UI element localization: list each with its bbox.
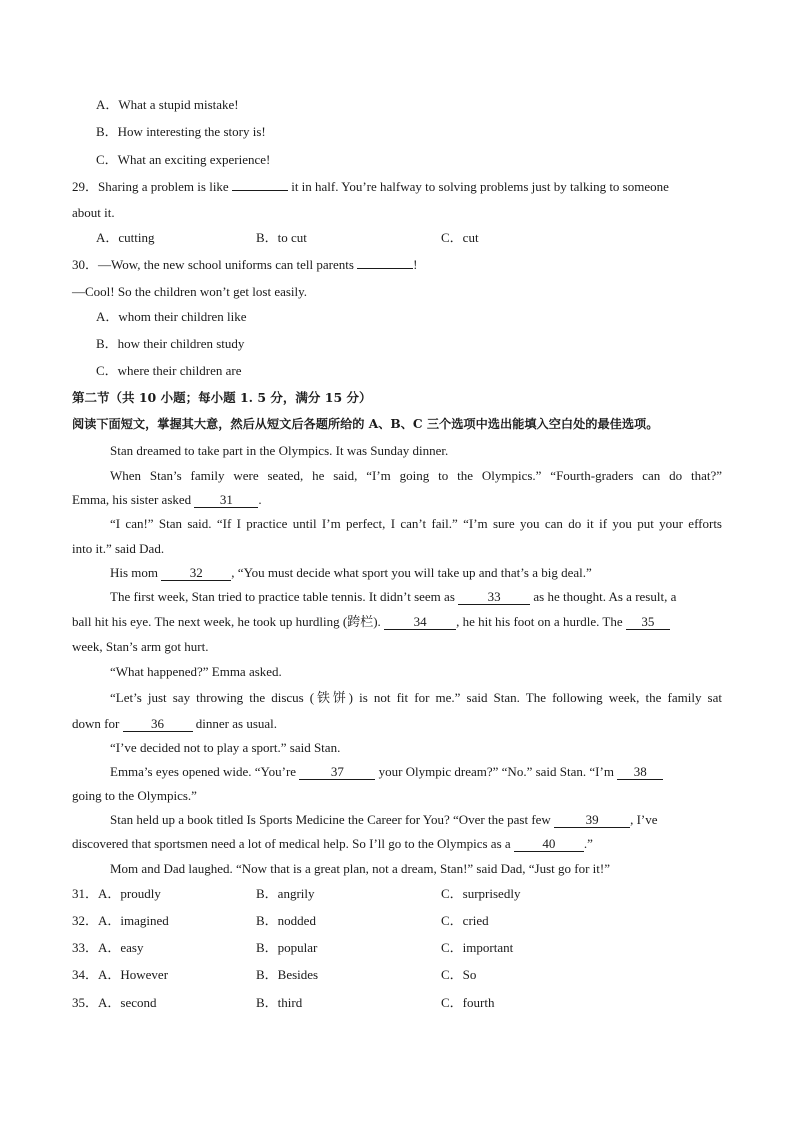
passage-p10-line2: discovered that sportsmen need a lot of medical help. So I’ll go to the Olympics as a 40 .” — [72, 836, 593, 851]
q29-stem — [72, 178, 669, 196]
section-instruction: 阅读下面短文，掌握其大意，然后从短文后各题所给的 A、B、C 三个选项中选出能填入空白处的最佳选项。 — [72, 417, 659, 431]
q32-option-c: C．cried — [441, 913, 489, 928]
passage-p5-line1: The first week, Stan tried to practice table tennis. It didn’t seem as 33 as he thought. As a result, a — [110, 589, 677, 604]
q30-blank — [357, 268, 413, 269]
blank-40: 40 — [514, 836, 584, 852]
q29-text-after: it in half. You’re halfway to solving problems just by talking to someone — [287, 179, 669, 194]
q35-option-a: 35．A．second — [72, 995, 157, 1010]
q29-blank — [232, 190, 288, 191]
q34-option-a: 34．A．However — [72, 967, 169, 982]
q34-option-c: C．So — [441, 967, 477, 982]
blank-33: 33 — [458, 589, 530, 605]
q33-option-b: B．popular — [256, 940, 318, 955]
q29-option-a: A．cutting — [96, 230, 155, 245]
passage-p10-line1: Stan held up a book titled Is Sports Medicine the Career for You? “Over the past few 39 , I’ve — [110, 812, 658, 827]
passage-p2-line1: When Stan’s family were seated, he said, “I’m going to the Olympics.” “Fourth-graders can do that?” — [110, 468, 722, 483]
q28-option-c: C．What an exciting experience! — [96, 152, 271, 167]
passage-p3-line2: into it.” said Dad. — [72, 541, 165, 556]
q28-option-a: A．What a stupid mistake! — [96, 97, 239, 112]
q29-text-before: 29．Sharing a problem is like — [72, 179, 232, 194]
blank-36: 36 — [123, 716, 193, 732]
passage-p9-line2: going to the Olympics.” — [72, 788, 197, 803]
section-heading: 第二节（共 10 小题；每小题 1. 5 分，满分 15 分） — [72, 390, 372, 405]
passage-p7-line1: “Let’s just say throwing the discus (铁饼) is not fit for me.” said Stan. The following week, the family sat — [110, 690, 722, 705]
blank-32: 32 — [161, 565, 231, 581]
q28-option-b: B．How interesting the story is! — [96, 124, 266, 139]
passage-p5-line2: ball hit his eye. The next week, he took up hurdling (跨栏). 34 , he hit his foot on a hurdle. The 35 — [72, 613, 670, 631]
q29-option-c: C．cut — [441, 230, 479, 245]
blank-34: 34 — [384, 614, 456, 630]
q32-option-b: B．nodded — [256, 913, 316, 928]
q30-option-c: C．where their children are — [96, 363, 242, 378]
passage-p7-line2: down for 36 dinner as usual. — [72, 716, 278, 731]
q33-option-a: 33．A．easy — [72, 940, 144, 955]
q32-option-a: 32．A．imagined — [72, 913, 169, 928]
blank-38: 38 — [617, 764, 663, 780]
q31-option-c: C．surprisedly — [441, 886, 521, 901]
q30-text-before: 30．—Wow, the new school uniforms can tell parents — [72, 257, 358, 272]
q33-option-c: C．important — [441, 940, 514, 955]
q31-option-a: 31．A．proudly — [72, 886, 161, 901]
passage-p5-line3: week, Stan’s arm got hurt. — [72, 639, 209, 654]
q34-option-b: B．Besides — [256, 967, 319, 982]
passage-p2-line2: Emma, his sister asked 31 . — [72, 492, 262, 507]
blank-37: 37 — [299, 764, 375, 780]
blank-35: 35 — [626, 614, 670, 630]
q29-stem-line2: about it. — [72, 205, 115, 220]
passage-p8: “I’ve decided not to play a sport.” said Stan. — [110, 740, 341, 755]
blank-39: 39 — [554, 812, 630, 828]
q30-text-after: ! — [413, 257, 418, 272]
blank-31: 31 — [194, 492, 258, 508]
q30-option-b: B．how their children study — [96, 336, 245, 351]
passage-p1: Stan dreamed to take part in the Olympics. It was Sunday dinner. — [110, 443, 449, 458]
q30-reply: —Cool! So the children won’t get lost easily. — [72, 284, 308, 299]
q35-option-b: B．third — [256, 995, 303, 1010]
passage-p9-line1: Emma’s eyes opened wide. “You’re 37 your Olympic dream?” “No.” said Stan. “I’m 38 — [110, 763, 663, 781]
q31-option-b: B．angrily — [256, 886, 315, 901]
q29-option-b: B．to cut — [256, 230, 307, 245]
passage-p6: “What happened?” Emma asked. — [110, 664, 282, 679]
q30-option-a: A．whom their children like — [96, 309, 247, 324]
q35-option-c: C．fourth — [441, 995, 495, 1010]
passage-p4: His mom 32 , “You must decide what sport you will take up and that’s a big deal.” — [110, 565, 592, 580]
passage-p3-line1: “I can!” Stan said. “If I practice until I’m perfect, I can’t fail.” “I’m sure you can do it if you put your efforts — [110, 516, 722, 531]
passage-p11: Mom and Dad laughed. “Now that is a great plan, not a dream, Stan!” said Dad, “Just go for it!” — [110, 861, 610, 876]
q30-stem — [72, 256, 417, 274]
